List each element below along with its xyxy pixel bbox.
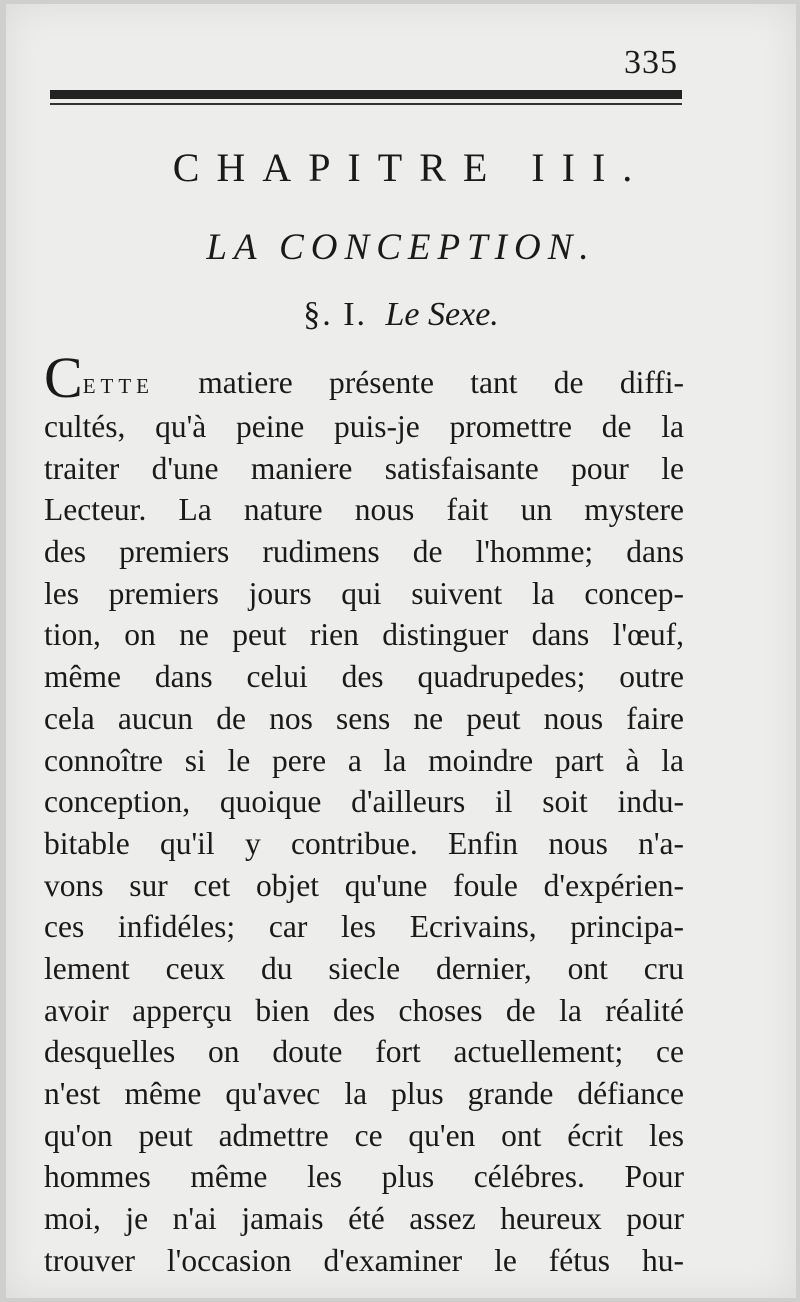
text-line: vons sur cet objet qu'une foule d'expérien- <box>44 867 684 903</box>
text-line: cultés, qu'à peine puis-je promettre de la <box>44 409 684 444</box>
text-line: qu'on peut admettre ce qu'en ont écrit les <box>44 1117 684 1153</box>
text-line: tion, on ne peut rien distinguer dans l'œuf, <box>44 617 684 653</box>
text-line: avoir apperçu bien des choses de la réalité <box>44 992 684 1028</box>
first-line-text: matiere présente tant de diffi- <box>198 365 684 400</box>
text-line: cela aucun de nos sens ne peut nous faire <box>44 700 684 736</box>
text-line: desquelles on doute fort actuellement; ce <box>44 1034 684 1070</box>
text-line: les premiers jours qui suivent la concep- <box>44 575 684 611</box>
text-line: Lecteur. La nature nous fait un mystere <box>44 492 684 528</box>
text-line: trouver l'occasion d'examiner le fétus hu- <box>44 1242 684 1278</box>
chapter-subtitle: LA CONCEPTION. <box>206 227 596 268</box>
page-number: 335 <box>624 44 678 81</box>
text-line: connoître si le pere a la moindre part à la <box>44 742 684 778</box>
chapter-title: CHAPITRE III. <box>172 145 650 190</box>
text-line: hommes même les plus célébres. Pour <box>44 1159 684 1195</box>
text-line <box>44 345 684 410</box>
drop-cap-rest: ETTE <box>82 374 154 398</box>
text-line: moi, je n'ai jamais été assez heureux pour <box>44 1201 684 1237</box>
text-line: même dans celui des quadrupedes; outre <box>44 659 684 695</box>
drop-cap: C <box>44 345 83 410</box>
text-line: conception, quoique d'ailleurs il soit indu- <box>44 784 684 820</box>
header-rule-thin <box>50 103 682 105</box>
text-line: bitable qu'il y contribue. Enfin nous n'a- <box>44 825 684 861</box>
book-page <box>6 4 796 1298</box>
header-rule <box>50 88 682 108</box>
text-line: ces infidéles; car les Ecrivains, principa- <box>44 909 684 945</box>
text-line: n'est même qu'avec la plus grande défiance <box>44 1076 684 1111</box>
section-title: Le Sexe. <box>385 296 499 333</box>
header-rule-thick <box>50 90 682 99</box>
text-line: traiter d'une maniere satisfaisante pour le <box>44 450 684 486</box>
text-line: des premiers rudimens de l'homme; dans <box>44 534 684 570</box>
section-heading <box>6 296 796 334</box>
body-text <box>44 345 684 1281</box>
text-line: lement ceux du siecle dernier, ont cru <box>44 950 684 986</box>
section-number: §. I. <box>303 296 368 333</box>
